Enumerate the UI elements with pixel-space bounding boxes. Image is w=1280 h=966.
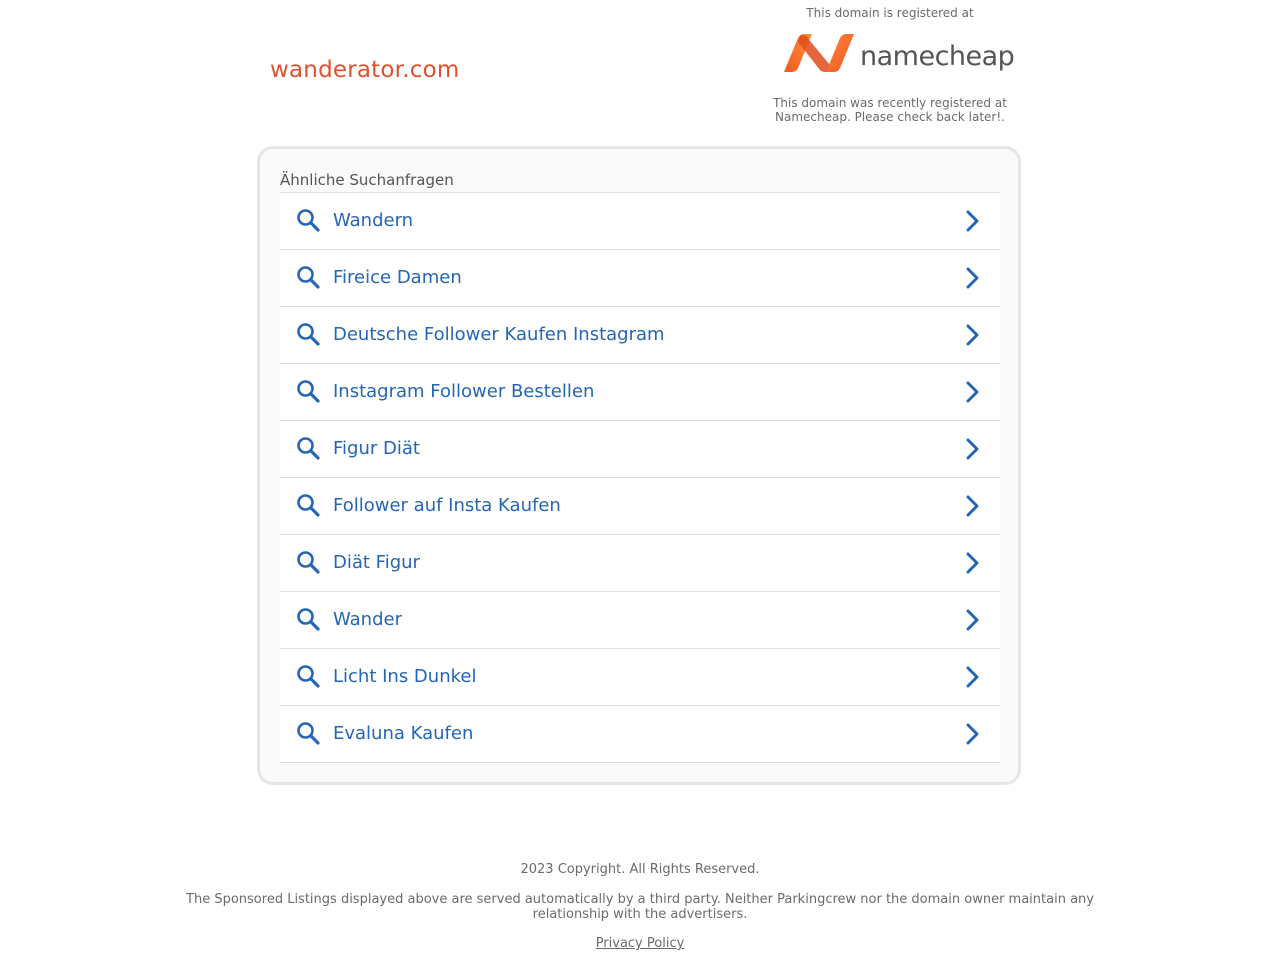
list-item[interactable] [280, 364, 1000, 421]
search-icon [296, 493, 320, 517]
namecheap-wordmark: namecheap [860, 41, 1015, 72]
list-item-label[interactable]: Fireice Damen [333, 267, 462, 288]
list-item[interactable] [280, 535, 1000, 592]
chevron-right-icon [965, 324, 979, 346]
copyright-text: 2023 Copyright. All Rights Reserved. [520, 862, 760, 877]
list-item-label[interactable]: Instagram Follower Bestellen [333, 381, 595, 402]
chevron-right-icon [965, 723, 979, 745]
list-item-label[interactable]: Evaluna Kaufen [333, 723, 474, 744]
chevron-right-icon [965, 495, 979, 517]
registered-at-caption: This domain is registered at [806, 6, 974, 20]
list-item[interactable] [280, 193, 1000, 250]
related-searches-title: Ähnliche Suchanfragen [280, 171, 454, 189]
list-item[interactable] [280, 592, 1000, 649]
disclaimer-text: The Sponsored Listings displayed above are served automatically by a third party. Neither Parkingcrew nor the domain owner maintain any relationship with the advertisers. [186, 892, 1094, 922]
registrar-block [760, 5, 1020, 124]
namecheap-logo[interactable] [780, 33, 1015, 79]
list-item[interactable] [280, 478, 1000, 535]
search-icon [296, 208, 320, 232]
list-item[interactable] [280, 250, 1000, 307]
page-header [0, 0, 1280, 140]
search-icon [296, 550, 320, 574]
list-item[interactable] [280, 307, 1000, 364]
privacy-policy-link[interactable]: Privacy Policy [595, 936, 685, 951]
list-item-label[interactable]: Figur Diät [333, 438, 420, 459]
search-icon [296, 322, 320, 346]
search-icon [296, 436, 320, 460]
list-item-label[interactable]: Deutsche Follower Kaufen Instagram [333, 324, 665, 345]
list-item[interactable] [280, 421, 1000, 478]
chevron-right-icon [965, 666, 979, 688]
search-icon [296, 379, 320, 403]
related-searches-card [257, 146, 1021, 785]
list-item[interactable] [280, 706, 1000, 763]
list-item-label[interactable]: Diät Figur [333, 552, 420, 573]
chevron-right-icon [965, 267, 979, 289]
chevron-right-icon [965, 552, 979, 574]
list-item[interactable] [280, 649, 1000, 706]
search-icon [296, 664, 320, 688]
search-icon [296, 721, 320, 745]
namecheap-logo-icon [782, 34, 856, 74]
list-item-label[interactable]: Licht Ins Dunkel [333, 666, 477, 687]
chevron-right-icon [965, 210, 979, 232]
page-footer [0, 862, 1280, 951]
search-icon [296, 607, 320, 631]
registrar-note: This domain was recently registered at Namecheap. Please check back later!. [773, 96, 1007, 124]
chevron-right-icon [965, 438, 979, 460]
search-icon [296, 265, 320, 289]
list-item-label[interactable]: Wander [333, 609, 402, 630]
chevron-right-icon [965, 381, 979, 403]
related-searches-list [280, 192, 1000, 763]
domain-title: wanderator.com [270, 57, 460, 83]
list-item-label[interactable]: Follower auf Insta Kaufen [333, 495, 561, 516]
list-item-label[interactable]: Wandern [333, 210, 414, 231]
chevron-right-icon [965, 609, 979, 631]
